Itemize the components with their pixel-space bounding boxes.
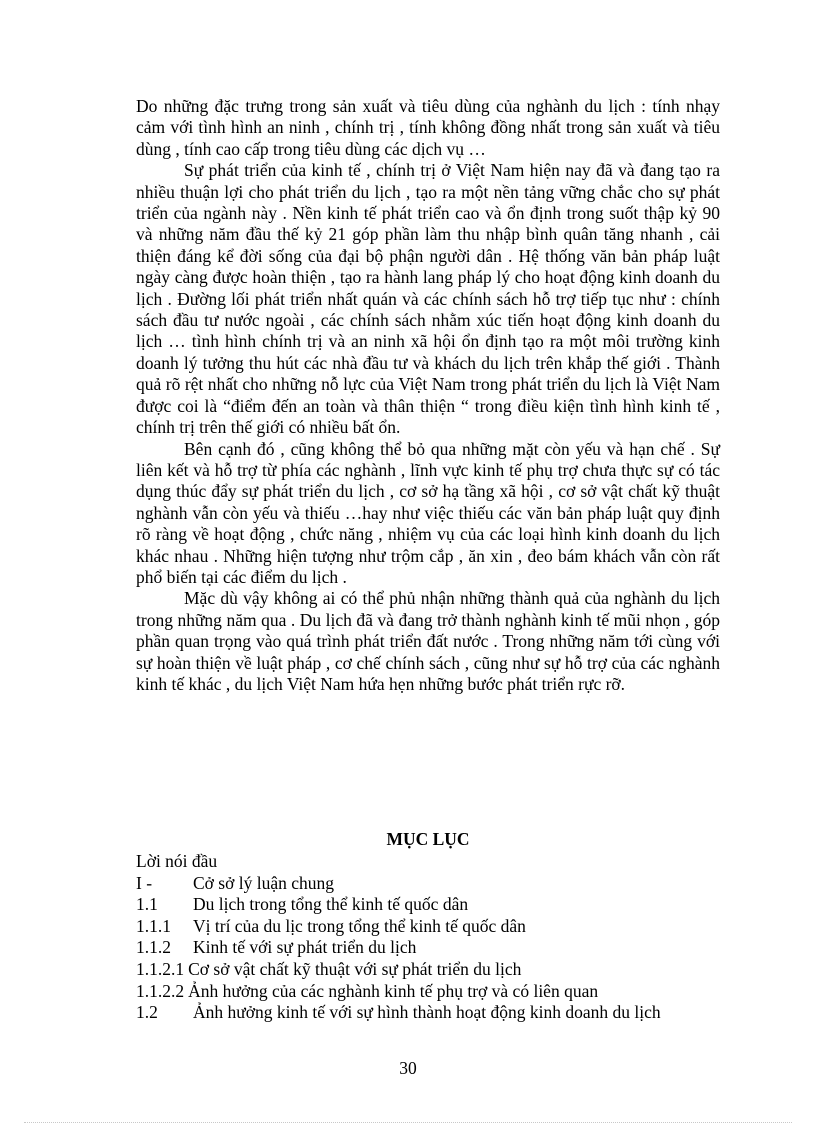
page-number: 30 — [399, 1058, 417, 1078]
toc-title: MỤC LỤC — [386, 829, 470, 849]
toc-entry-text: Ảnh hưởng của các nghành kinh tế phụ trợ và có liên quan — [188, 980, 599, 1001]
body-text — [136, 96, 720, 695]
toc-entry-number: I - — [136, 872, 153, 893]
table-of-contents — [136, 851, 736, 1024]
toc-entry-number: 1.1 — [136, 894, 158, 915]
toc-entry — [136, 916, 736, 938]
toc-entry-number: 1.1.2.2 — [136, 980, 185, 1001]
toc-entry-text: Kinh tế với sự phát triển du lịch — [193, 937, 417, 958]
toc-entry-text: Ảnh hưởng kinh tế với sự hình thành hoạt động kinh doanh du lịch — [193, 1002, 661, 1023]
toc-entry-text: Du lịch trong tổng thể kinh tế quốc dân — [193, 894, 469, 915]
toc-entry-text: Cở sở lý luận chung — [193, 872, 334, 893]
toc-entry-text: Vị trí của du lịc trong tổng thể kinh tế quốc dân — [193, 915, 526, 936]
toc-entry — [136, 981, 736, 1003]
paragraph-intro: Do những đặc trưng trong sản xuất và tiêu dùng của nghành du lịch : tính nhạy cảm với tình hình an ninh , chính trị , tính không đồng nhất trong sản xuất và tiêu dùng , tính cao cấp trong tiêu dùng các dịch vụ … — [136, 96, 720, 159]
toc-entry-number: 1.1.2.1 — [136, 958, 185, 979]
paragraph-limitations: Bên cạnh đó , cũng không thể bỏ qua những mặt còn yếu và hạn chế . Sự liên kết và hỗ trợ từ phía các nghành , lĩnh vực kinh tế phụ trợ chưa thực sự có tác dụng thúc đẩy sự phát triển du lịch , cơ sở hạ tầng xã hội , cơ sở vật chất kỹ thuật nghành vẫn còn yếu và thiếu …hay như việc thiếu các văn bản pháp luật quy định rõ ràng về hoạt động , chức năng , nhiệm vụ của các loại hình kinh doanh du lịch khác nhau . Những hiện tượng như trộm cắp , ăn xin , đeo bám khách vẫn còn rất phổ biến tại các điểm du lịch . — [136, 438, 720, 587]
toc-entry-number: 1.1.1 — [136, 915, 171, 936]
paragraph-conclusion: Mặc dù vậy không ai có thể phủ nhận những thành quả của nghành du lịch trong những năm qua . Du lịch đã và đang trở thành nghành kinh tế mũi nhọn , góp phần quan trọng vào quá trình phát triển đất nước . Trong những năm tới cùng với sự hoàn thiện về luật pháp , cơ chế chính sách , cũng như sự hỗ trợ của các nghành kinh tế khác , du lịch Việt Nam hứa hẹn những bước phát triển rực rỡ. — [136, 588, 720, 694]
toc-entry — [136, 851, 736, 873]
paragraph-development: Sự phát triển của kinh tế , chính trị ở Việt Nam hiện nay đã và đang tạo ra nhiều thuận lợi cho phát triển du lịch , tạo ra một nền tảng vững chắc cho sự phát triển của ngành này . Nền kinh tế phát triển cao và ổn định trong suốt thập kỷ 90 và những năm đầu thế kỷ 21 góp phần làm thu nhập bình quân tăng nhanh , cải thiện đáng kể đời sống của đại bộ phận người dân . Hệ thống văn bản pháp luật ngày càng được hoàn thiện , tạo ra hành lang pháp lý cho hoạt động kinh doanh du lịch . Đường lối phát triển nhất quán và các chính sách hỗ trợ tiếp tục như : chính sách đầu tư nước ngoài , các chính sách nhằm xúc tiến hoạt động kinh doanh du lịch … tình hình chính trị và an ninh xã hội ổn định tạo ra một môi trường kinh doanh lý tưởng thu hút các nhà đầu tư và khách du lịch trên khắp thế giới . Thành quả rõ rệt nhất cho những nỗ lực của Việt Nam trong phát triển du lịch là Việt Nam được coi là “điểm đến an toàn và thân thiện “ trong điều kiện tình hình kinh tế , chính trị trên thế giới có nhiều bất ổn. — [136, 160, 720, 438]
toc-entry — [136, 894, 736, 916]
toc-entry-text: Lời nói đầu — [136, 851, 218, 871]
toc-entry — [136, 937, 736, 959]
toc-entry-number: 1.2 — [136, 1002, 158, 1023]
toc-entry — [136, 959, 736, 981]
toc-entry — [136, 1002, 736, 1024]
toc-entry-number: 1.1.2 — [136, 937, 171, 958]
toc-entry-text: Cơ sở vật chất kỹ thuật với sự phát triển du lịch — [188, 958, 522, 979]
toc-entry — [136, 873, 736, 895]
